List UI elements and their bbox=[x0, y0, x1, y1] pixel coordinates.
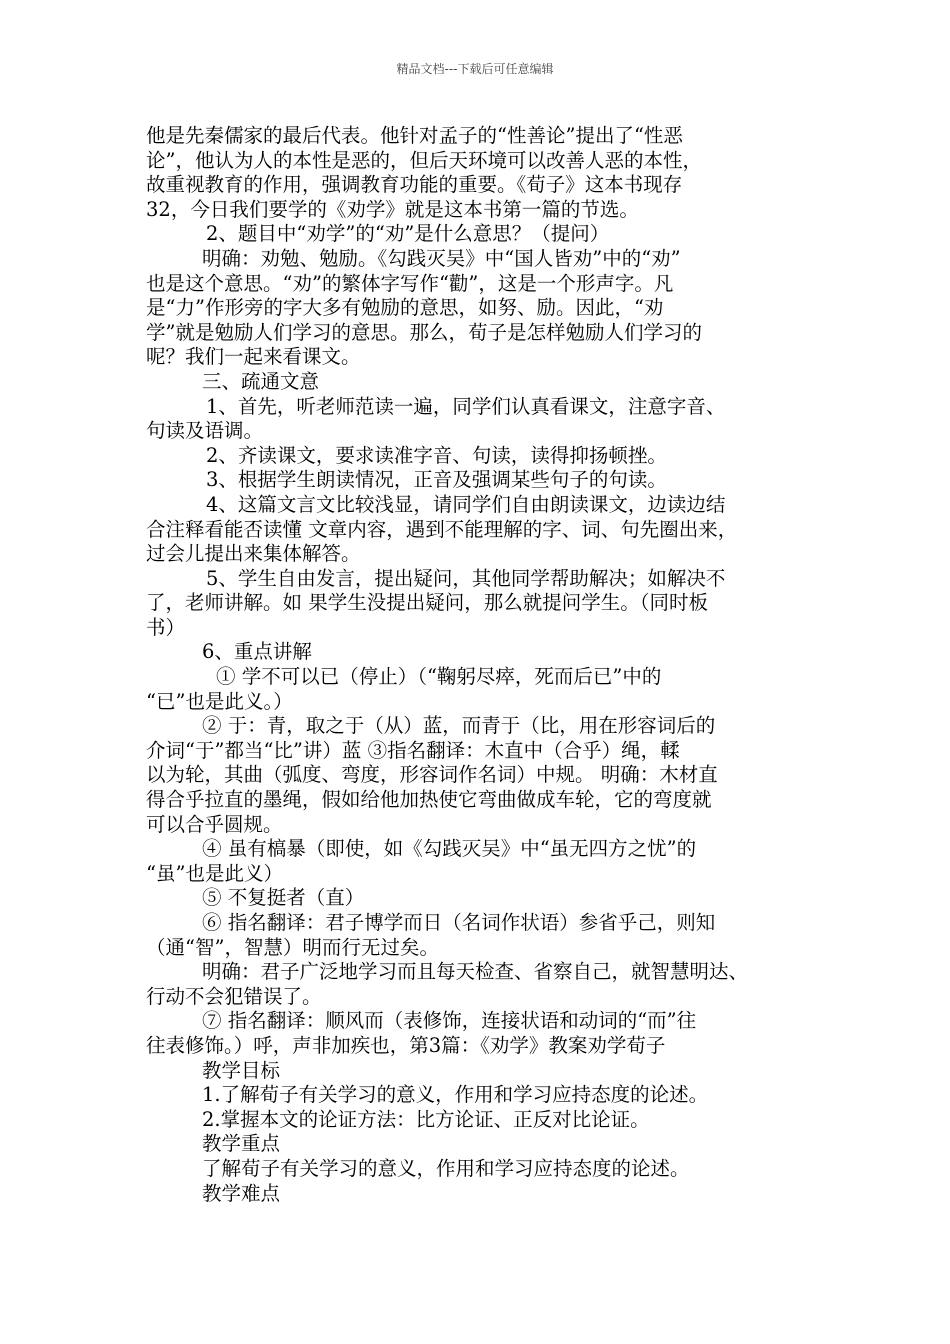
text-line: ⑥ 指名翻译：君子博学而日（名词作状语）参省乎己，则知 bbox=[202, 911, 716, 934]
text-line: 1、首先，听老师范读一遍，同学们认真看课文，注意字音、 bbox=[206, 394, 726, 418]
text-line: 往表修饰。）呼，声非加疾也，第3篇：《劝学》教案劝学荀子 bbox=[146, 1033, 666, 1057]
text-line: 故重视教育的作用，强调教育功能的重要。《荀子》这本书现存 bbox=[146, 173, 683, 197]
text-line: 句读及语调。 bbox=[146, 419, 264, 443]
text-line: 得合乎拉直的墨绳，假如给他加热使它弯曲做成车轮，它的弯度就 bbox=[146, 788, 712, 812]
text-line: 合注释看能否读懂 文章内容，遇到不能理解的字、词、句先圈出来， bbox=[146, 517, 738, 541]
text-line: ⑤ 不复挺者（直） bbox=[202, 886, 365, 910]
text-line: 了，老师讲解。如 果学生没提出疑问，那么就提问学生。（同时板 bbox=[146, 591, 708, 615]
text-line: ② 于：青，取之于（从）蓝，而青于（比，用在形容词后的 bbox=[202, 714, 716, 738]
text-line: 了解荀子有关学习的意义，作用和学习应持态度的论述。 bbox=[202, 1156, 690, 1180]
text-line: 书） bbox=[146, 615, 186, 639]
text-line: （通“智”，智慧）明而行无过矣。 bbox=[146, 935, 439, 959]
text-line: “虽”也是此义） bbox=[146, 861, 283, 885]
text-line: 明确：劝勉、勉励。《勾践灭吴》中“国人皆劝”中的“劝” bbox=[202, 246, 681, 270]
text-line: 介词“于”都当“比”讲）蓝 ③指名翻译：木直中（合乎）绳，輮 bbox=[146, 738, 680, 762]
document-body bbox=[146, 124, 826, 1206]
text-line: ① 学不可以已（停止）（“鞠躬尽瘁，死而后已”中的 bbox=[216, 665, 662, 689]
text-line: 以为轮，其曲（弧度、弯度，形容词作名词）中规。 明确：木材直 bbox=[146, 763, 718, 787]
text-line: 1.了解荀子有关学习的意义，作用和学习应持态度的论述。 bbox=[202, 1083, 709, 1107]
text-line: 明确：君子广泛地学习而且每天检查、省察自己，就智慧明达、 bbox=[202, 960, 749, 984]
text-line: 6、重点讲解 bbox=[202, 640, 312, 664]
text-line: 是“力”作形旁的字大多有勉励的意思，如努、励。因此，“劝 bbox=[146, 296, 664, 320]
text-line: 2、齐读课文，要求读准字音、句读，读得抑扬顿挫。 bbox=[206, 443, 667, 467]
text-line: 2.掌握本文的论证方法：比方论证、正反对比论证。 bbox=[202, 1107, 650, 1131]
text-line: 论”，他认为人的本性是恶的，但后天环境可以改善人恶的本性， bbox=[146, 148, 702, 172]
text-line: 4、这篇文言文比较浅显，请同学们自由朗读课文，边读边结 bbox=[206, 492, 726, 516]
text-line: 也是这个意思。“劝”的繁体字写作“勸”，这是一个形声字。凡 bbox=[146, 271, 674, 295]
text-line: 2、题目中“劝学”的“劝”是什么意思？（提问） bbox=[206, 222, 610, 246]
text-line: “已”也是此义。） bbox=[146, 689, 293, 713]
text-line: 教学目标 bbox=[202, 1058, 281, 1082]
text-line: 3、根据学生朗读情况，正音及强调某些句子的句读。 bbox=[206, 468, 667, 492]
text-line: 可以合乎圆规。 bbox=[146, 812, 283, 836]
text-line: 5、学生自由发言，提出疑问，其他同学帮助解决；如解决不 bbox=[206, 566, 726, 590]
text-line: 32，今日我们要学的《劝学》就是这本书第一篇的节选。 bbox=[146, 197, 639, 221]
text-line: ④ 虽有槁暴（即使，如《勾践灭吴》中“虽无四方之忧”的 bbox=[202, 837, 697, 861]
text-line: 行动不会犯错误了。 bbox=[146, 984, 322, 1008]
text-line: 过会儿提出来集体解答。 bbox=[146, 542, 361, 566]
page-header: 精品文档---下载后可任意编辑 bbox=[396, 62, 554, 76]
text-line: 教学难点 bbox=[202, 1181, 281, 1205]
text-line: 学”就是勉励人们学习的意思。那么，荀子是怎样勉励人们学习的 bbox=[146, 320, 702, 344]
text-line: ⑦ 指名翻译：顺风而（表修饰，连接状语和动词的“而”往 bbox=[202, 1009, 697, 1033]
text-line: 呢？我们一起来看课文。 bbox=[146, 345, 361, 369]
text-line: 教学重点 bbox=[202, 1132, 281, 1156]
text-line: 他是先秦儒家的最后代表。他针对孟子的“性善论”提出了“性恶 bbox=[146, 124, 683, 147]
text-line: 三、疏通文意 bbox=[202, 369, 320, 393]
